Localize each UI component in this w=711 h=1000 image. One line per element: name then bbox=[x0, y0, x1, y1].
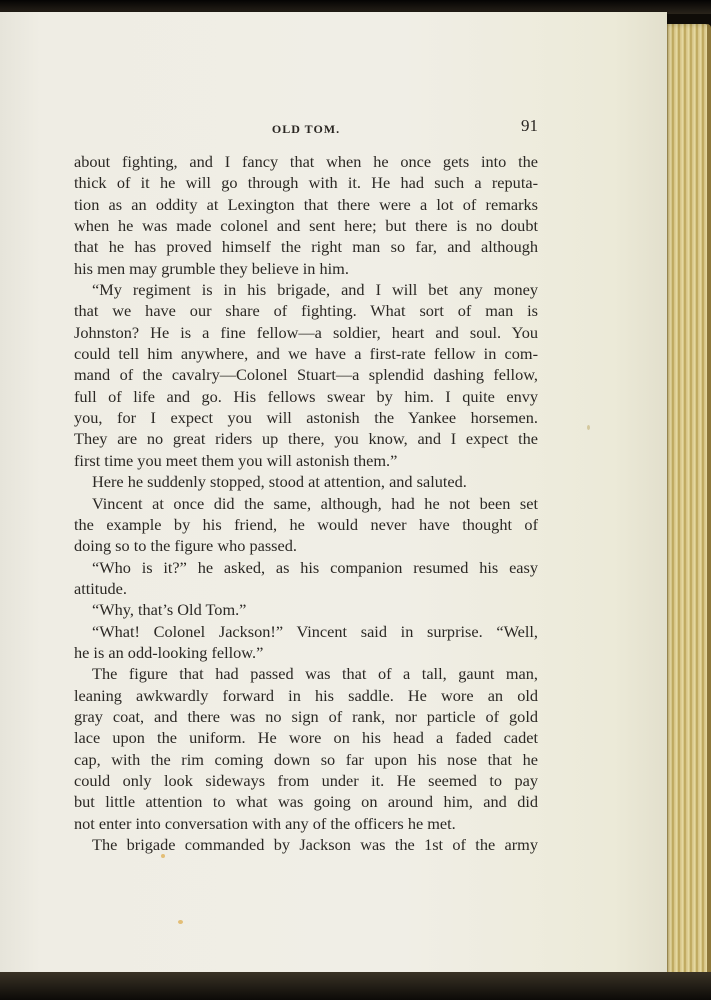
text-line: but little attention to what was going on around him, and did bbox=[74, 792, 538, 812]
text-line: attitude. bbox=[74, 578, 127, 598]
text-line: Vincent at once did the same, although, had he not been set bbox=[92, 493, 538, 513]
text-line: he is an odd-looking fellow.” bbox=[74, 642, 264, 662]
text-line: doing so to the figure who passed. bbox=[74, 536, 297, 556]
text-line: Here he suddenly stopped, stood at attention, and saluted. bbox=[92, 472, 467, 492]
text-line: lace upon the uniform. He wore on his head a faded cadet bbox=[74, 728, 538, 748]
text-line: could tell him anywhere, and we have a first-rate fellow in com- bbox=[74, 344, 538, 364]
text-line: that he has proved himself the right man so far, and although bbox=[74, 237, 538, 257]
text-line: that we have our share of fighting. What sort of man is bbox=[74, 301, 538, 321]
text-line: They are no great riders up there, you know, and I expect the bbox=[74, 429, 538, 449]
text-line: not enter into conversation with any of the officers he met. bbox=[74, 813, 456, 833]
running-title: OLD TOM. bbox=[271, 122, 341, 136]
page-number: 91 bbox=[521, 116, 538, 135]
body-text bbox=[74, 151, 538, 855]
text-line: when he was made colonel and sent here; but there is no doubt bbox=[74, 216, 538, 236]
text-line: thick of it he will go through with it. He had such a reputa- bbox=[74, 173, 538, 193]
text-line: “What! Colonel Jackson!” Vincent said in surprise. “Well, bbox=[92, 621, 538, 641]
running-head bbox=[74, 116, 538, 140]
paper-speck bbox=[161, 854, 165, 858]
text-line: gray coat, and there was no sign of rank, nor particle of gold bbox=[74, 706, 538, 726]
paper-speck bbox=[178, 920, 183, 924]
bottom-shadow bbox=[0, 972, 711, 1000]
text-line: Johnston? He is a fine fellow—a soldier, heart and soul. You bbox=[74, 322, 538, 342]
text-line: leaning awkwardly forward in his saddle. He wore an old bbox=[74, 685, 538, 705]
text-line: first time you meet them you will astonish them.” bbox=[74, 450, 398, 470]
text-line: you, for I expect you will astonish the Yankee horsemen. bbox=[74, 408, 538, 428]
text-line: tion as an oddity at Lexington that there were a lot of remarks bbox=[74, 194, 538, 214]
text-line: full of life and go. His fellows swear by him. I quite envy bbox=[74, 386, 538, 406]
text-line: “My regiment is in his brigade, and I will bet any money bbox=[92, 280, 538, 300]
text-line: “Who is it?” he asked, as his companion resumed his easy bbox=[92, 557, 538, 577]
text-line: about fighting, and I fancy that when he once gets into the bbox=[74, 152, 538, 171]
text-line: The brigade commanded by Jackson was the 1st of the army bbox=[92, 835, 538, 854]
text-line: cap, with the rim coming down so far upon his nose that he bbox=[74, 749, 538, 769]
text-line: mand of the cavalry—Colonel Stuart—a splendid dashing fellow, bbox=[74, 365, 538, 385]
paper-speck bbox=[587, 425, 590, 430]
text-line: the example by his friend, he would never have thought of bbox=[74, 514, 538, 534]
text-line: The figure that had passed was that of a tall, gaunt man, bbox=[92, 664, 538, 684]
text-line: could only look sideways from under it. He seemed to pay bbox=[74, 770, 538, 790]
page-fore-edge bbox=[662, 24, 711, 979]
text-line: “Why, that’s Old Tom.” bbox=[92, 600, 247, 620]
text-line: his men may grumble they believe in him. bbox=[74, 258, 349, 278]
